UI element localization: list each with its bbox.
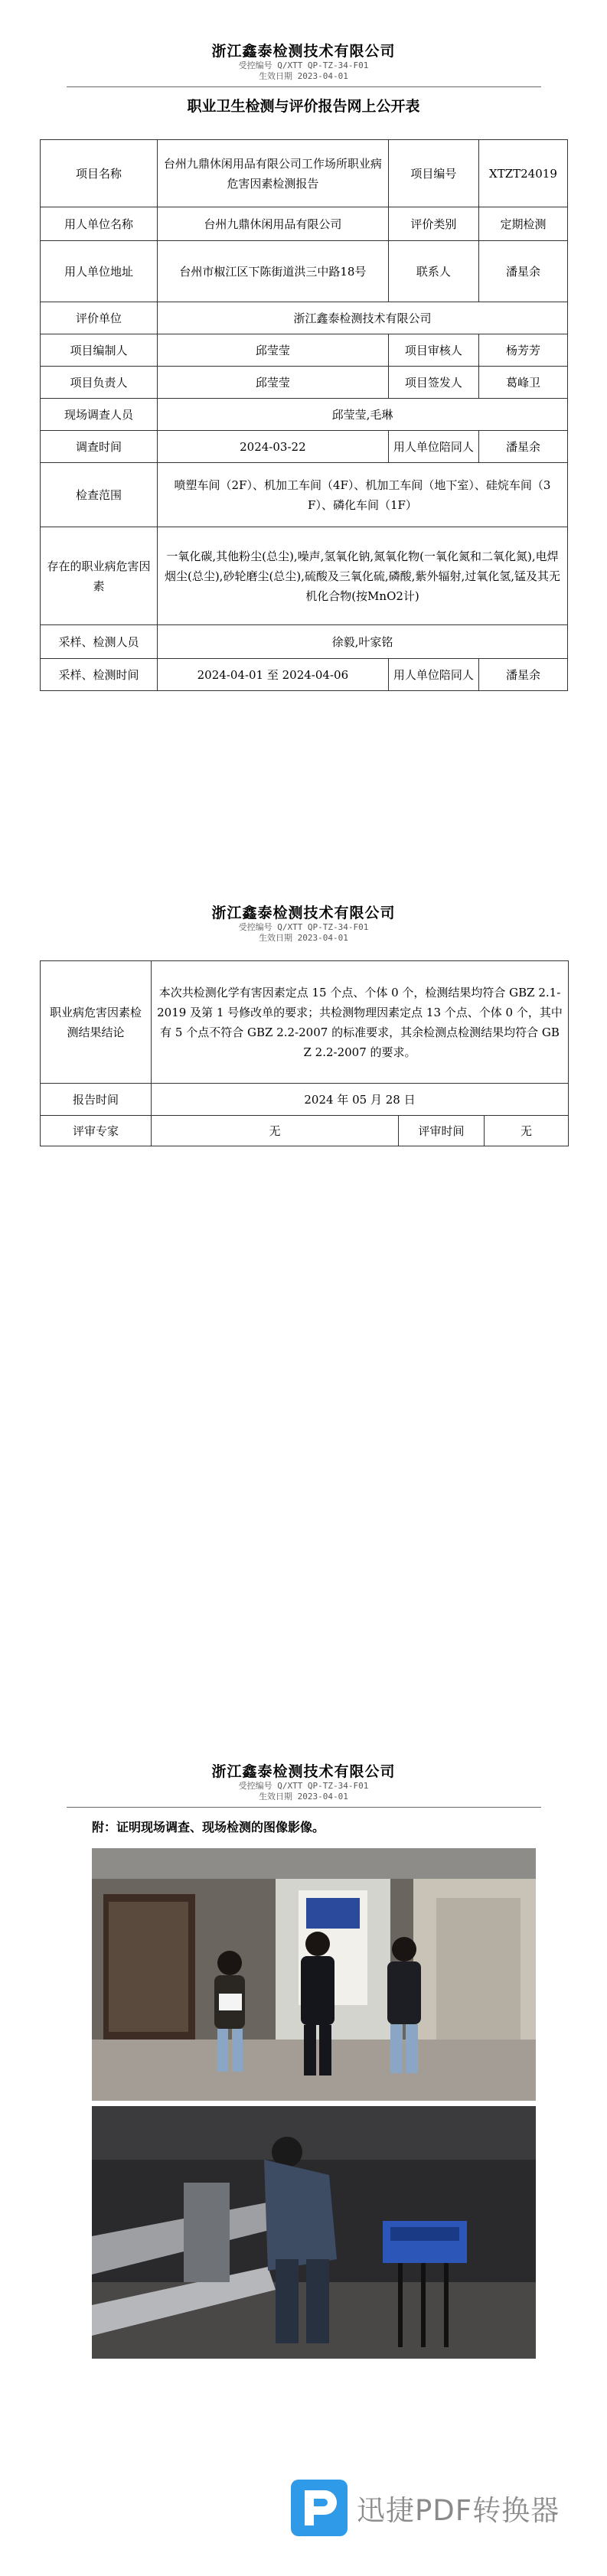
page-header — [0, 40, 607, 87]
pdf-converter-logo-icon — [291, 2480, 348, 2536]
scope-label: 检查范围 — [41, 463, 158, 527]
compiler-value: 邱莹莹 — [157, 334, 388, 367]
eval-type-value: 定期检测 — [478, 207, 567, 241]
header-rule — [67, 86, 541, 87]
table-row — [41, 302, 568, 334]
info-table — [40, 139, 568, 691]
header-rule — [67, 1807, 541, 1808]
site-testing-photo — [92, 2106, 536, 2359]
sampler-label: 采样、检测人员 — [41, 625, 158, 659]
table-row — [41, 207, 568, 241]
eval-unit-label: 评价单位 — [41, 302, 158, 334]
table-row — [41, 367, 568, 399]
document-title: 职业卫生检测与评价报告网上公开表 — [187, 98, 420, 115]
site-survey-photo-image — [92, 1848, 536, 2101]
address-label: 用人单位地址 — [41, 241, 158, 302]
contact-label: 联系人 — [388, 241, 478, 302]
project-no-value: XTZT24019 — [478, 140, 567, 207]
conclusion-table — [40, 960, 569, 1146]
company-name: 浙江鑫泰检测技术有限公司 — [211, 43, 396, 60]
expert-value: 无 — [152, 1116, 399, 1146]
conclusion-value: 本次共检测化学有害因素定点 15 个点、个体 0 个，检测结果均符合 GBZ 2.1-2019 及第 1 号修改单的要求；共检测物理因素定点 13 个点、个体 0 个，其中有 5 个点不符合 GBZ 2.2-2007 的标准要求，其余检测点检测结果均符合 GBZ 2.2-2007 的要求。 — [152, 961, 569, 1084]
effective-date: 生效日期 2023-04-01 — [259, 1792, 348, 1802]
address-value: 台州市椒江区下陈街道洪三中路18号 — [157, 241, 388, 302]
compiler-label: 项目编制人 — [41, 334, 158, 367]
report-time-label: 报告时间 — [41, 1084, 152, 1116]
table-row — [41, 334, 568, 367]
employer-value: 台州九鼎休闲用品有限公司 — [157, 207, 388, 241]
project-name-label: 项目名称 — [41, 140, 158, 207]
sample-time-label: 采样、检测时间 — [41, 659, 158, 691]
leader-label: 项目负责人 — [41, 367, 158, 399]
project-name-value: 台州九鼎休闲用品有限公司工作场所职业病危害因素检测报告 — [157, 140, 388, 207]
report-time-value: 2024 年 05 月 28 日 — [152, 1084, 569, 1116]
table-row — [41, 431, 568, 463]
attachment-note: 附：证明现场调查、现场检测的图像影像。 — [92, 1820, 325, 1834]
site-survey-photo — [92, 1848, 536, 2101]
surveyor-value: 邱莹莹,毛琳 — [157, 399, 567, 431]
table-row — [41, 659, 568, 691]
employer-label: 用人单位名称 — [41, 207, 158, 241]
eval-unit-value: 浙江鑫泰检测技术有限公司 — [157, 302, 567, 334]
table-row — [41, 1084, 569, 1116]
table-row — [41, 463, 568, 527]
page-2 — [0, 902, 607, 944]
page-header — [0, 1760, 607, 1808]
escort-label: 用人单位陪同人 — [388, 431, 478, 463]
expert-label: 评审专家 — [41, 1116, 152, 1146]
watermark — [291, 2477, 560, 2539]
conclusion-label: 职业病危害因素检测结果结论 — [41, 961, 152, 1084]
reviewer-value: 杨芳芳 — [478, 334, 567, 367]
review-time-label: 评审时间 — [399, 1116, 485, 1146]
table-row — [41, 241, 568, 302]
site-testing-photo-image — [92, 2106, 536, 2359]
table-row — [41, 1116, 569, 1146]
escort2-value: 潘星余 — [478, 659, 567, 691]
table-row — [41, 399, 568, 431]
sampler-value: 徐毅,叶家铭 — [157, 625, 567, 659]
issuer-label: 项目签发人 — [388, 367, 478, 399]
leader-value: 邱莹莹 — [157, 367, 388, 399]
page-header — [0, 902, 607, 944]
issuer-value: 葛峰卫 — [478, 367, 567, 399]
page-1 — [0, 40, 607, 116]
contact-value: 潘星余 — [478, 241, 567, 302]
surveyor-label: 现场调查人员 — [41, 399, 158, 431]
table-row — [41, 625, 568, 659]
company-name: 浙江鑫泰检测技术有限公司 — [211, 1763, 396, 1780]
survey-time-value: 2024-03-22 — [157, 431, 388, 463]
escort2-label: 用人单位陪同人 — [388, 659, 478, 691]
company-name: 浙江鑫泰检测技术有限公司 — [211, 905, 396, 921]
survey-time-label: 调查时间 — [41, 431, 158, 463]
hazards-label: 存在的职业病危害因素 — [41, 527, 158, 625]
control-number: 受控编号 Q/XTT QP-TZ-34-F01 — [238, 60, 369, 70]
review-time-value: 无 — [485, 1116, 569, 1146]
control-number: 受控编号 Q/XTT QP-TZ-34-F01 — [238, 922, 369, 932]
effective-date: 生效日期 2023-04-01 — [259, 71, 348, 81]
scope-value: 喷塑车间（2F）、机加工车间（4F）、机加工车间（地下室）、硅烷车间（3F）、磷化车间（1F） — [157, 463, 567, 527]
table-row — [41, 140, 568, 207]
reviewer-label: 项目审核人 — [388, 334, 478, 367]
sample-time-value: 2024-04-01 至 2024-04-06 — [157, 659, 388, 691]
effective-date: 生效日期 2023-04-01 — [259, 933, 348, 943]
hazards-value: 一氧化碳,其他粉尘(总尘),噪声,氢氧化钠,氮氧化物(一氧化氮和二氧化氮),电焊烟尘(总尘),砂轮磨尘(总尘),硫酸及三氧化硫,磷酸,紫外辐射,过氧化氢,锰及其无机化合物(按MnO2计) — [157, 527, 567, 625]
watermark-text: 迅捷PDF转换器 — [357, 2494, 560, 2527]
page-3 — [0, 1760, 607, 1808]
escort-value: 潘星余 — [478, 431, 567, 463]
table-row — [41, 527, 568, 625]
control-number: 受控编号 Q/XTT QP-TZ-34-F01 — [238, 1781, 369, 1791]
project-no-label: 项目编号 — [388, 140, 478, 207]
eval-type-label: 评价类别 — [388, 207, 478, 241]
table-row — [41, 961, 569, 1084]
